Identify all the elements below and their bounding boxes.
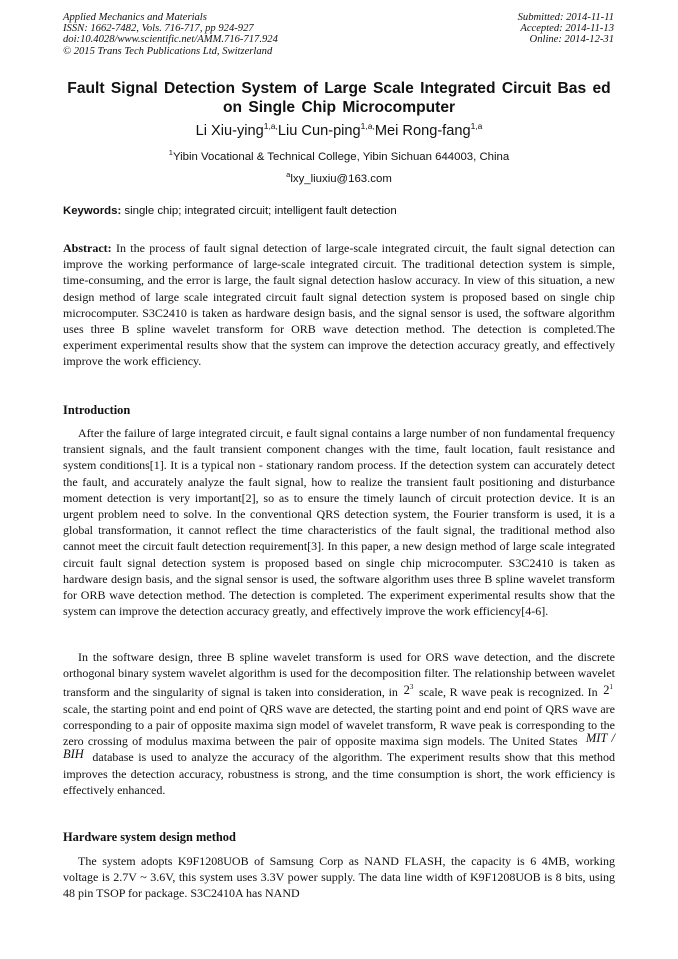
mit-bih-math: MIT / BIH: [63, 731, 615, 762]
email-sup: a: [286, 170, 291, 179]
affiliation-text: Yibin Vocational & Technical College, Yibin Sichuan 644003, China: [172, 150, 510, 163]
intro-paragraph-1: After the failure of large integrated circuit, e fault signal contains a large number of non fundamental frequency transient signals, and the fault transient component changes with the time, fault location, fault resistance and system conditions[1]. It is a typical non - stationary random process. If the detection system can accurately detect the fault, and accurately analyze the fault signal, how to realize the transient fault positioning and disturbance moment detection is very important[2], so as to ensure the timely launch of circuit protection device. It is an urgent problem need to solve. In the conventional QRS detection system, the Fourier transform is used, it is a global transformation, it cannot reflect the time characteristics of the fault signal, the traditional method also cannot meet the circuit fault detection requirement[3]. In this paper, a new design method of large scale integrated circuit fault signal detection system is proposed based on single chip microcomputer. S3C2410 is taken as hardware design basis, and the signal sensor is used, the software algorithm uses three B spline wavelet transform for ORB wave detection method. The detection is completed. The experiment experimental results show that the system can improve the detection accuracy greatly, and effectively improve the work efficiency[4-6].: [63, 426, 615, 619]
paper-title: Fault Signal Detection System of Large Scale Integrated Circuit Bas ed on Single Chip Microcomputer: [67, 80, 611, 116]
issn-line: ISSN: 1662-7482, Vols. 716-717, pp 924-927: [63, 23, 254, 35]
p2-text-c: scale, the starting point and end point of QRS wave are detected, the starting point and end point of QRS wave are corresponding to a pair of opposite maxima sign model of wavelet transform, R wave peak is corresponding to the zero crossing of modulus maxima between the pair of opposite maxima sign models. The United States: [63, 701, 615, 749]
author-sup: 1,a: [470, 121, 483, 131]
power-2-1: [603, 683, 613, 697]
author-email: [63, 170, 615, 185]
author-sup: 1,a,: [360, 121, 375, 131]
p2-text-b: scale, R wave peak is recognized. In: [419, 685, 598, 700]
abstract-text: In the process of fault signal detection of large-scale integrated circuit, the fault signal detection can improve the working performance of large-scale integrated circuit. The traditional detection system is simple, time-consuming, and the error is large, the fault signal detection haslow accuracy. In view of this situation, a new design method of large scale integrated circuit fault signal detection system is proposed based on single chip microcomputer. S3C2410 is taken as hardware design basis, and the signal sensor is used, the software algorithm uses three B spline wavelet transform for ORB wave detection method. The detection is completed.The experiment experimental results show that the system can improve the detection accuracy greatly, and effectively improve the work efficiency.: [63, 241, 615, 369]
abstract-label: Abstract:: [63, 241, 112, 255]
affiliation-sup: 1: [168, 148, 173, 157]
doi-line: doi:10.4028/www.scientific.net/AMM.716-717.924: [63, 34, 278, 46]
power-exp: 3: [409, 682, 414, 691]
online-date: Online: 2014-12-31: [529, 34, 614, 46]
abstract: [63, 240, 615, 370]
intro-paragraph-2: [63, 649, 615, 798]
keywords-label: Keywords:: [63, 205, 122, 217]
power-exp: 1: [609, 682, 614, 691]
introduction-heading: Introduction: [63, 403, 131, 417]
power-2-3: [404, 683, 414, 697]
affiliation: [63, 148, 615, 163]
power-base: 2: [403, 682, 410, 697]
keywords-text: single chip; integrated circuit; intelligent fault detection: [121, 205, 397, 217]
copyright-line: © 2015 Trans Tech Publications Ltd, Switzerland: [63, 45, 273, 57]
journal-header: [63, 12, 278, 57]
keywords: [63, 205, 615, 217]
author-name: Li Xiu-ying: [195, 122, 264, 139]
p2-text-d: database is used to analyze the accuracy of the algorithm. The experiment results show that this method improves the detection accuracy, robustness is strong, and the time consumption is short, the work efficiency is effectively enhanced.: [63, 750, 616, 797]
author-sup: 1,a,: [263, 121, 278, 131]
hardware-paragraph-1: The system adopts K9F1208UOB of Samsung Corp as NAND FLASH, the capacity is 6 4MB, working voltage is 2.7V ~ 3.6V, this system uses 3.3V power supply. The data line width of K9F1208UOB is 8 bits, using 48 pin TSOP for package. S3C2410A has NAND: [63, 854, 615, 901]
power-base: 2: [603, 682, 610, 697]
submitted-date: Submitted: 2014-11-11: [517, 12, 614, 23]
dates-header: [518, 12, 614, 46]
author-list: [63, 121, 615, 139]
accepted-date: Accepted: 2014-11-13: [520, 23, 614, 35]
author-name: Mei Rong-fang: [374, 122, 471, 139]
p2-text-a: In the software design, three B spline wavelet transform is used for ORS wave detection, and the discrete orthogonal binary system wavelet algorithm is used for the decomposition filter. The relationship between wavelet transform and the singularity of signal is taken into consideration, in: [63, 650, 615, 700]
journal-name: Applied Mechanics and Materials: [63, 12, 207, 23]
email-text: lxy_liuxiu@163.com: [290, 172, 392, 185]
author-name: Liu Cun-ping: [277, 122, 361, 139]
hardware-heading: Hardware system design method: [63, 830, 236, 844]
